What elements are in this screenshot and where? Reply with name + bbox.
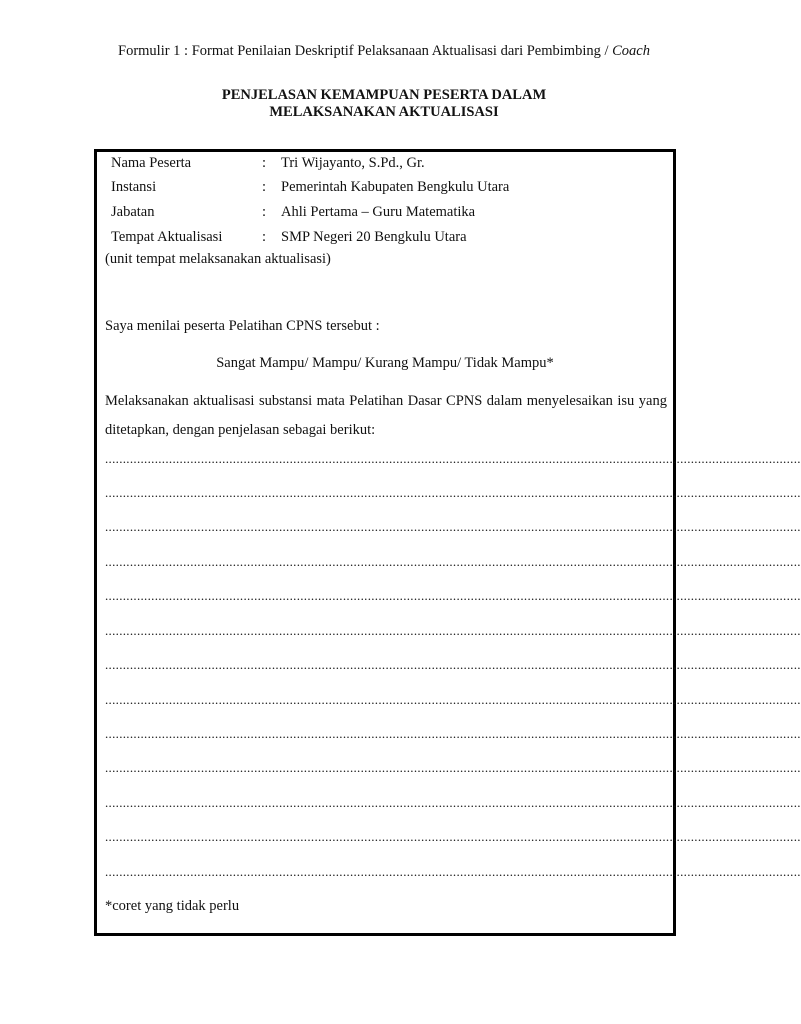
- dotted-answer-line: ....................................................................................................................................................................................................: [105, 657, 801, 672]
- field-colon: :: [262, 229, 267, 245]
- assessment-form-box: [94, 149, 801, 936]
- page-title-line-2: MELAKSANAKAN AKTUALISASI: [269, 104, 499, 120]
- dotted-answer-line: ....................................................................................................................................................................................................: [105, 554, 801, 569]
- field-colon: :: [262, 204, 267, 220]
- ability-options: Sangat Mampu/ Mampu/ Kurang Mampu/ Tidak Mampu*: [216, 355, 554, 371]
- dotted-answer-line: ....................................................................................................................................................................................................: [105, 726, 801, 741]
- field-value: Ahli Pertama – Guru Matematika: [281, 204, 476, 220]
- dotted-answer-line: ....................................................................................................................................................................................................: [105, 829, 801, 844]
- footnote: *coret yang tidak perlu: [105, 898, 240, 914]
- dotted-answer-line: ....................................................................................................................................................................................................: [105, 692, 801, 707]
- field-label: Instansi: [111, 179, 157, 195]
- field-value: Pemerintah Kabupaten Bengkulu Utara: [281, 179, 510, 195]
- dotted-answer-line: ....................................................................................................................................................................................................: [105, 760, 801, 775]
- page-title-line-1: PENJELASAN KEMAMPUAN PESERTA DALAM: [221, 87, 547, 103]
- form-header-text: Formulir 1 : Format Penilaian Deskriptif Pelaksanaan Aktualisasi dari Pembimbing /: [118, 43, 613, 59]
- dotted-answer-line: ....................................................................................................................................................................................................: [105, 623, 801, 638]
- page-title: [0, 87, 768, 121]
- dotted-answer-line: ....................................................................................................................................................................................................: [105, 588, 801, 603]
- field-label: Jabatan: [111, 204, 155, 220]
- field-colon: :: [262, 179, 267, 195]
- form-header-coach: Coach: [612, 43, 650, 59]
- dotted-answer-line: ....................................................................................................................................................................................................: [105, 485, 801, 500]
- dotted-answer-line: ....................................................................................................................................................................................................: [105, 795, 801, 810]
- field-label: Tempat Aktualisasi: [111, 229, 223, 245]
- field-label: Nama Peserta: [111, 155, 192, 171]
- unit-note: (unit tempat melaksanakan aktualisasi): [105, 251, 331, 267]
- field-value: SMP Negeri 20 Bengkulu Utara: [281, 229, 467, 245]
- assessment-description: Melaksanakan aktualisasi substansi mata Pelatihan Dasar CPNS dalam menyelesaikan isu yang ditetapkan, dengan penjelasan sebagai berikut:: [105, 393, 667, 438]
- field-value: Tri Wijayanto, S.Pd., Gr.: [281, 155, 425, 171]
- form-header: [0, 43, 768, 60]
- dotted-answer-line: ....................................................................................................................................................................................................: [105, 519, 801, 534]
- assessment-intro: Saya menilai peserta Pelatihan CPNS tersebut :: [105, 318, 380, 334]
- dotted-answer-line: ....................................................................................................................................................................................................: [105, 451, 801, 466]
- dotted-answer-line: ....................................................................................................................................................................................................: [105, 864, 801, 879]
- field-colon: :: [262, 155, 267, 171]
